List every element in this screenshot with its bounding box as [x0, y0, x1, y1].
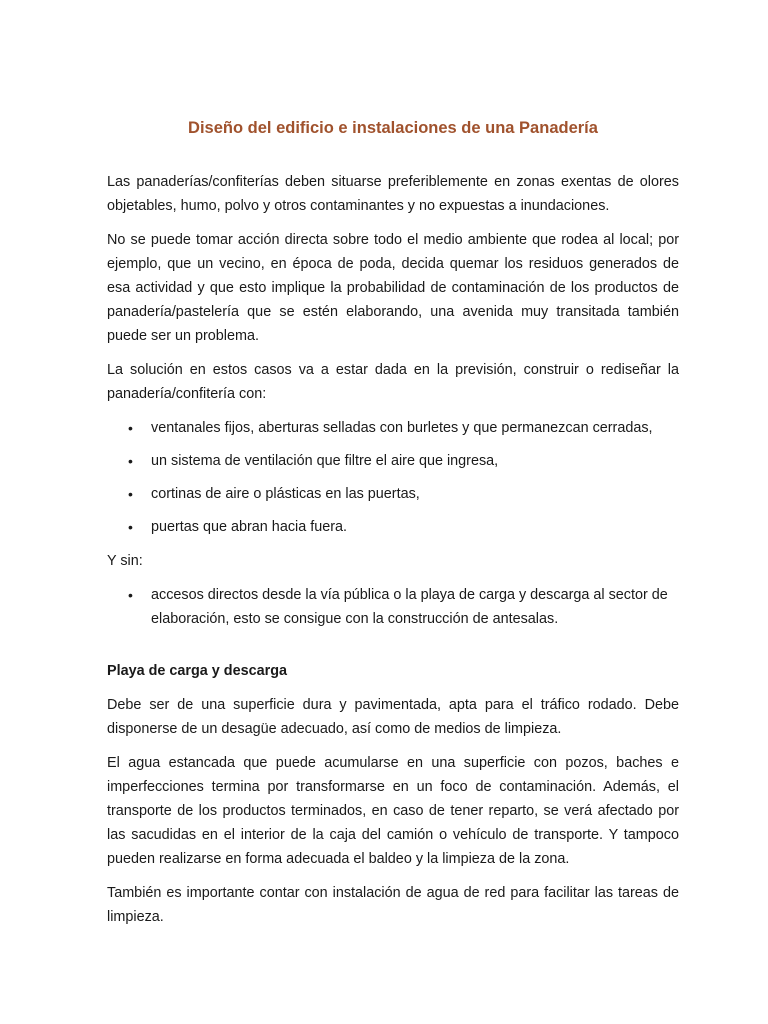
bullet-icon: •: [128, 420, 133, 436]
bullet-icon: •: [128, 486, 133, 502]
list-item: [107, 515, 679, 539]
list-item: [107, 583, 679, 631]
list-item: [107, 416, 679, 440]
bullet-list-sin: [107, 583, 679, 631]
list-item-text: cortinas de aire o plásticas en las puertas,: [151, 486, 420, 502]
bullet-icon: •: [128, 519, 133, 535]
list-item: [107, 482, 679, 506]
list-item-text: puertas que abran hacia fuera.: [151, 519, 348, 535]
y-sin-label: Y sin:: [107, 553, 143, 569]
bullet-icon: •: [128, 453, 133, 469]
paragraph: El agua estancada que puede acumularse en una superficie con pozos, baches e imperfecciones termina por transformarse en un foco de contaminación. Además, el transporte de los productos terminados, en caso de tener reparto, se verá afectado por las sacudidas en el interior de la caja del camión o vehículo de transporte. Y tampoco pueden realizarse en forma adecuada el baldeo y la limpieza de la zona.: [107, 755, 679, 867]
paragraph: No se puede tomar acción directa sobre todo el medio ambiente que rodea al local; por ejemplo, que un vecino, en época de poda, decida quemar los residuos generados de esa actividad y que esto implique la probabilidad de contaminación de los productos de panadería/pastelería que se estén elaborando, una avenida muy transitada también puede ser un problema.: [107, 232, 679, 344]
paragraph: Las panaderías/confiterías deben situarse preferiblemente en zonas exentas de olores objetables, humo, polvo y otros contaminantes y no expuestas a inundaciones.: [107, 174, 679, 214]
list-item-text: un sistema de ventilación que filtre el aire que ingresa,: [151, 453, 499, 469]
paragraph: Debe ser de una superficie dura y pavimentada, apta para el tráfico rodado. Debe disponerse de un desagüe adecuado, así como de medios de limpieza.: [107, 697, 679, 737]
bullet-list-con: [107, 416, 679, 539]
list-item-text: ventanales fijos, aberturas selladas con burletes y que permanezcan cerradas,: [151, 420, 653, 436]
paragraph: La solución en estos casos va a estar dada en la previsión, construir o rediseñar la panadería/confitería con:: [107, 362, 679, 402]
section-heading: Playa de carga y descarga: [107, 663, 287, 679]
bullet-icon: •: [128, 587, 133, 603]
document-title: Diseño del edificio e instalaciones de una Panadería: [188, 119, 598, 137]
list-item-text: accesos directos desde la vía pública o la playa de carga y descarga al sector de elaboración, esto se consigue con la construcción de antesalas.: [151, 587, 668, 627]
document-page: [107, 116, 679, 939]
list-item: [107, 449, 679, 473]
paragraph: También es importante contar con instalación de agua de red para facilitar las tareas de limpieza.: [107, 885, 679, 925]
